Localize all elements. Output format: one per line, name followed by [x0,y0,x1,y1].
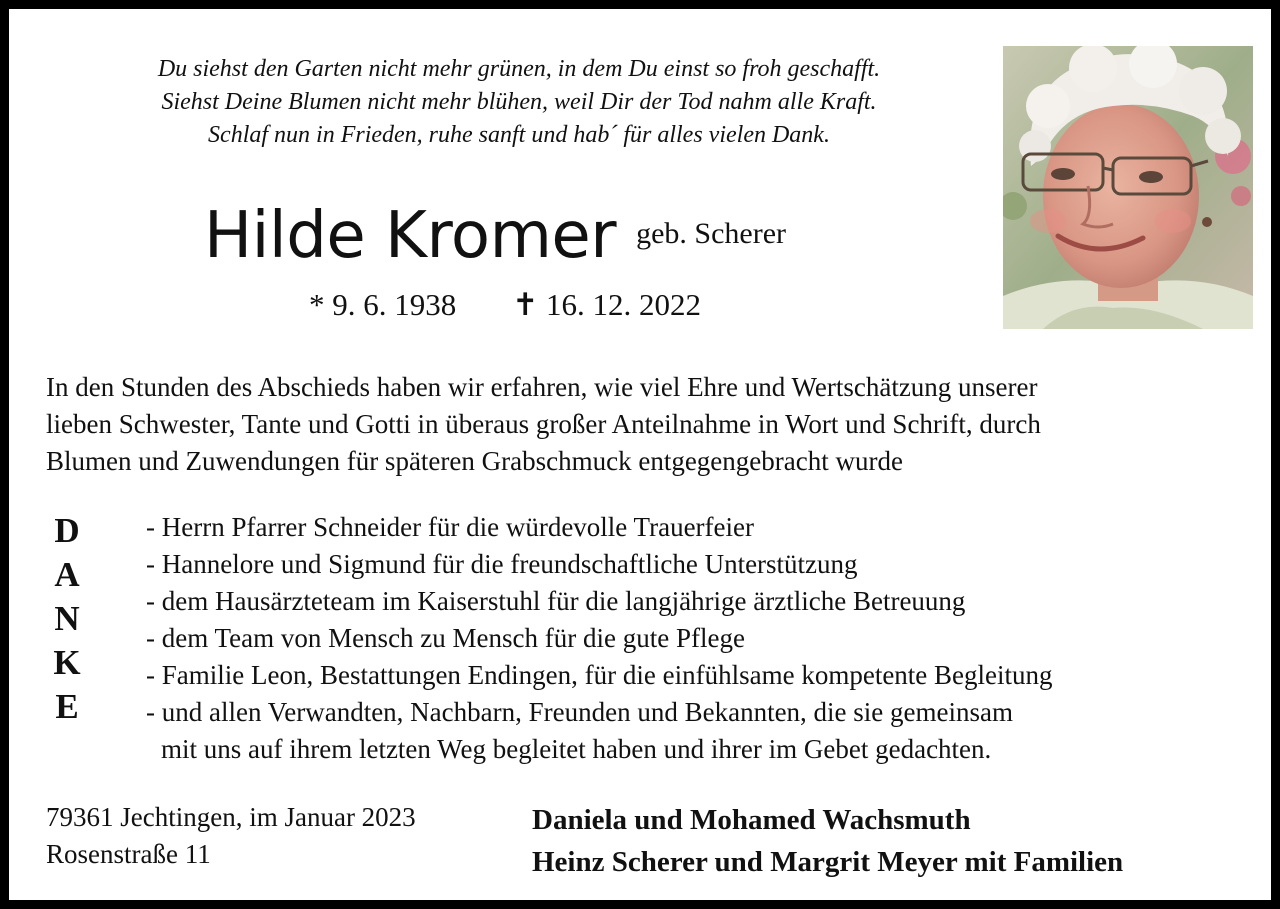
intro-line: In den Stunden des Abschieds haben wir erfahren, wie viel Ehre und Wertschätzung unserer [46,372,1038,402]
intro-paragraph [46,369,1252,480]
intro-line: Blumen und Zuwendungen für späteren Grabschmuck entgegengebracht wurde [46,446,903,476]
danke-vertical [47,509,87,729]
poem-line: Siehst Deine Blumen nicht mehr blühen, weil Dir der Tod nahm alle Kraft. [161,89,877,115]
thanks-item-continuation: mit uns auf ihrem letzten Weg begleitet haben und ihrer im Gebet gedachten. [161,734,992,764]
memorial-poem [69,53,969,152]
place-and-address [46,799,416,873]
place-date: 79361 Jechtingen, im Januar 2023 [46,802,416,832]
danke-letter: N [54,599,80,638]
intro-line: lieben Schwester, Tante und Gotti in überaus großer Anteilnahme in Wort und Schrift, durch [46,409,1041,439]
signer-line: Heinz Scherer und Margrit Meyer mit Familien [532,846,1124,878]
thanks-item: - dem Hausärzteteam im Kaiserstuhl für die langjährige ärztliche Betreuung [146,586,966,616]
danke-letter: E [55,687,79,726]
death-date: ✝ 16. 12. 2022 [512,287,701,322]
thanks-item: - Familie Leon, Bestattungen Endingen, für die einfühlsame kompetente Begleitung [146,660,1053,690]
thanks-item: - Herrn Pfarrer Schneider für die würdevolle Trauerfeier [146,512,755,542]
thanks-list [146,509,1256,768]
danke-letter: D [54,511,80,550]
signer-line: Daniela und Mohamed Wachsmuth [532,804,971,836]
thanks-item: - dem Team von Mensch zu Mensch für die gute Pflege [146,623,745,653]
poem-line: Du siehst den Garten nicht mehr grünen, in dem Du einst so froh geschafft. [157,56,881,82]
thanks-item: - Hannelore und Sigmund für die freundschaftliche Unterstützung [146,549,858,579]
name-row [204,199,786,273]
birth-date: * 9. 6. 1938 [309,287,457,322]
born-name: geb. Scherer [636,217,787,250]
street-address: Rosenstraße 11 [46,839,211,869]
deceased-name: Hilde Kromer [204,199,617,273]
danke-letter: K [53,643,81,682]
life-dates [309,287,701,323]
poem-line: Schlaf nun in Frieden, ruhe sanft und hab´ für alles vielen Dank. [208,122,830,148]
thanks-item: - und allen Verwandten, Nachbarn, Freunden und Bekannten, die sie gemeinsam [146,697,1013,727]
portrait-photo [1003,46,1253,329]
signers [532,799,1123,883]
danke-letter: A [54,555,80,594]
